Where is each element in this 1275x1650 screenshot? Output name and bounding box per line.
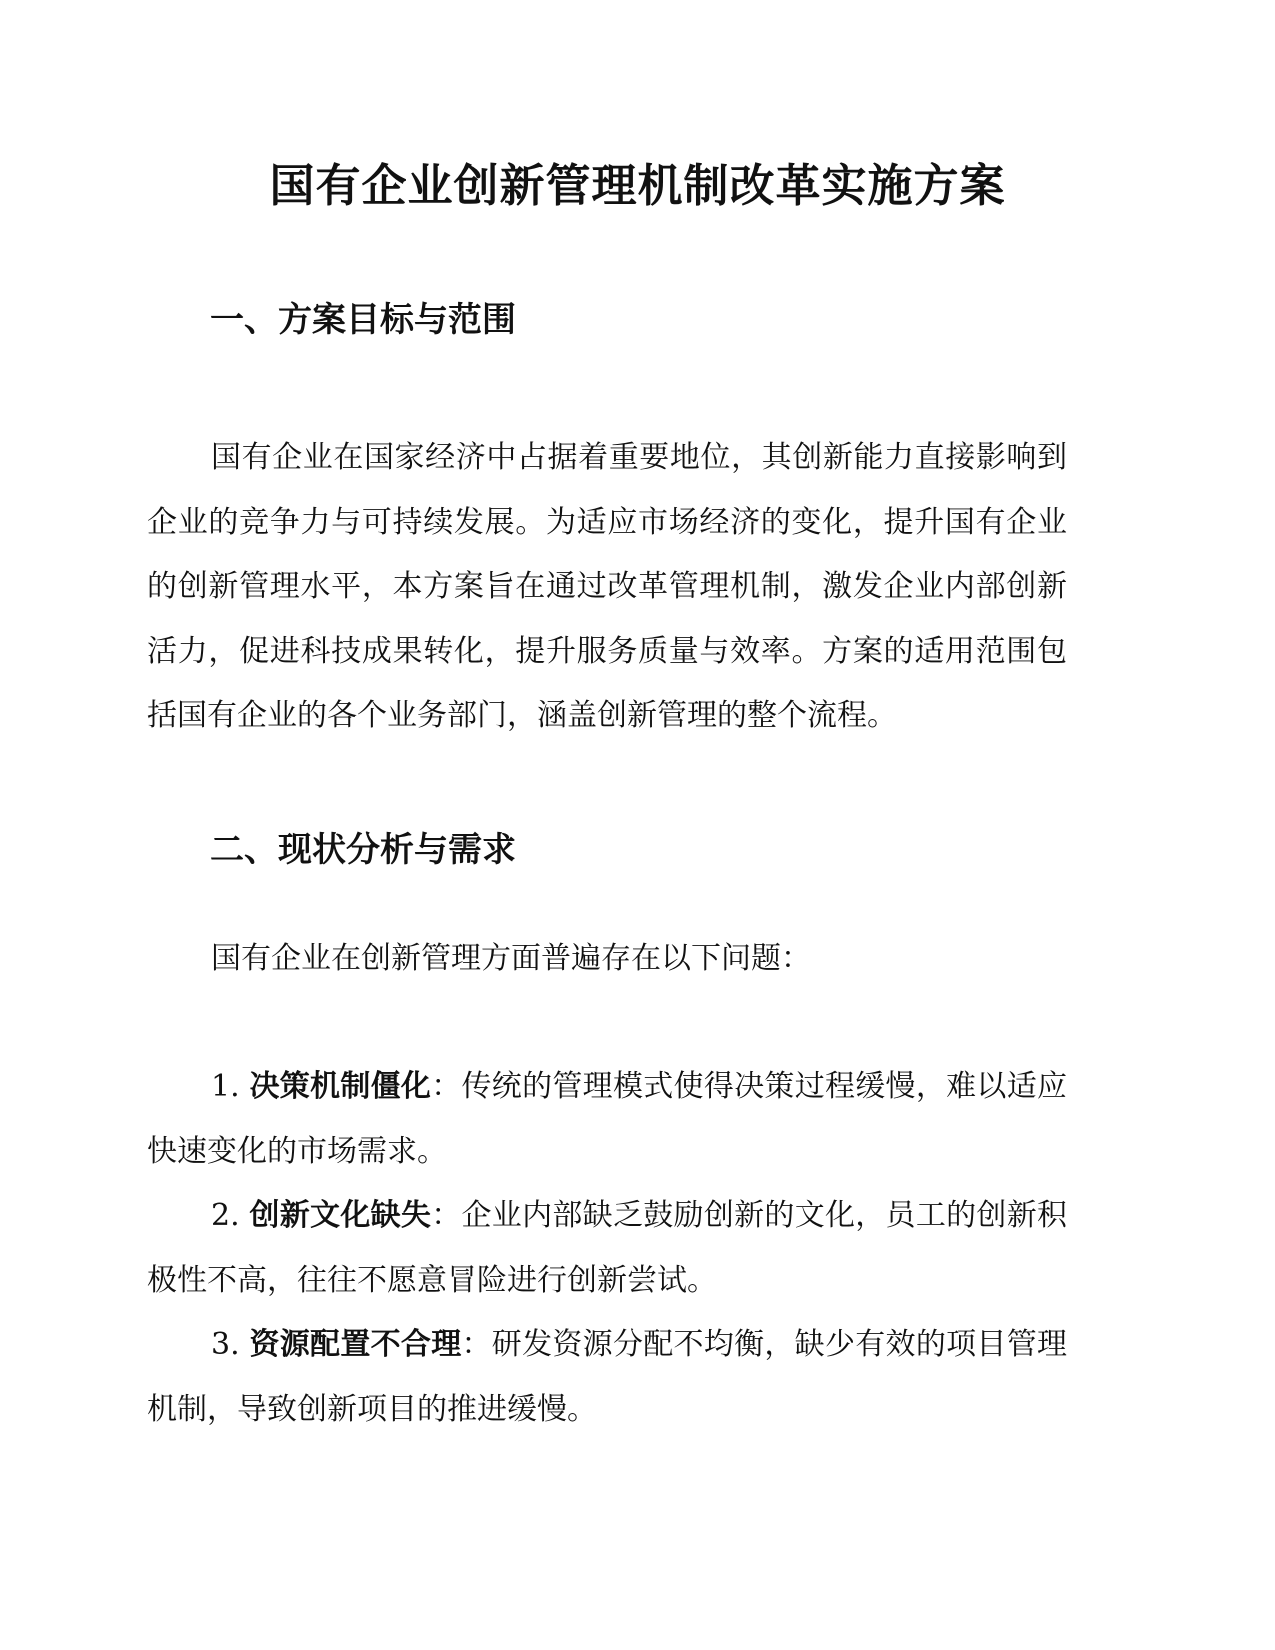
list-item [147,1184,1067,1313]
list-item-term: 创新文化缺失 [249,1198,432,1233]
list-item-text: 企业内部缺乏鼓励创新的文化，员工的创新积极性不高，往往不愿意冒险进行创新尝试。 [147,1198,1068,1298]
list-item [147,1313,1067,1442]
list-item-separator: ： [431,1069,462,1104]
section-paragraph-goals-scope: 国有企业在国家经济中占据着重要地位，其创新能力直接影响到企业的竞争力与可持续发展。为适应市场经济的变化，提升国有企业的创新管理水平，本方案旨在通过改革管理机制，激发企业内部创新活力，促进科技成果转化，提升服务质量与效率。方案的适用范围包括国有企业的各个业务部门，涵盖创新管理的整个流程。 [147,440,1067,734]
list-item [147,1055,1067,1184]
list-item-term: 决策机制僵化 [249,1069,432,1104]
list-item-separator: ： [431,1198,462,1233]
list-item-text: 传统的管理模式使得决策过程缓慢，难以适应快速变化的市场需求。 [147,1069,1068,1169]
section-heading-goals-scope: 一、方案目标与范围 [210,300,516,340]
document-title: 国有企业创新管理机制改革实施方案 [269,159,1006,212]
list-item-text: 研发资源分配不均衡，缺少有效的项目管理机制，导致创新项目的推进缓慢。 [147,1327,1067,1427]
section-intro-status-needs: 国有企业在创新管理方面普遍存在以下问题： [211,941,811,976]
list-item-separator: ： [461,1327,492,1362]
list-item-term: 资源配置不合理 [249,1327,462,1362]
list-item-number: 1. [211,1069,250,1104]
list-item-number: 3. [211,1327,250,1362]
list-item-number: 2. [211,1198,250,1233]
section-heading-status-needs: 二、现状分析与需求 [210,830,516,870]
